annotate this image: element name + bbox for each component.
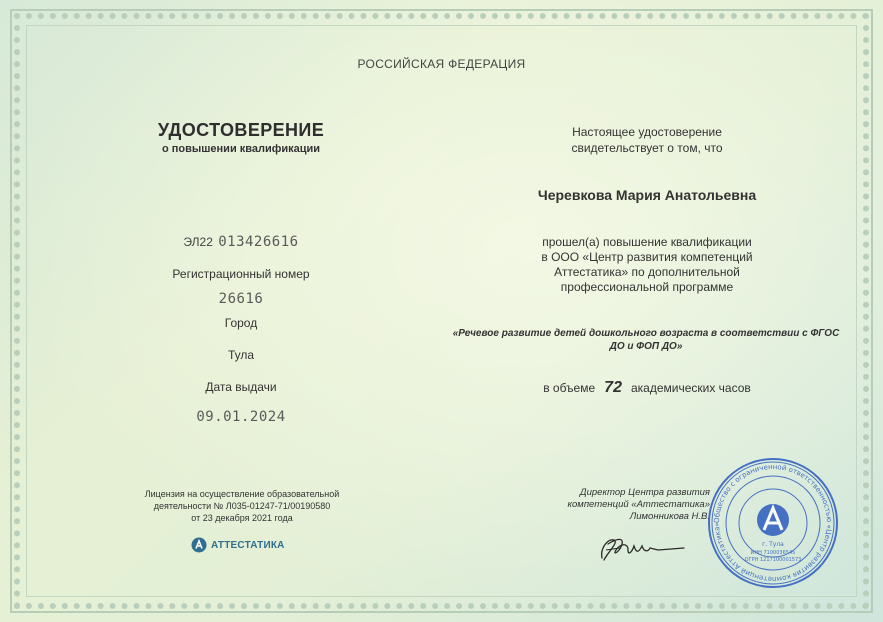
city-label: Город [224,316,258,330]
seal-outer-text: Общество с ограниченной ответственностью «Центр развития компетенций Аттестатика» [712,462,834,584]
program-line-1: «Речевое развитие детей дошкольного возраста в соответствии с ФГОС [452,328,840,339]
reg-number-label: Регистрационный номер [172,267,310,281]
license-info [92,488,392,524]
program-line-2: ДО и ФОП ДО» [609,341,683,352]
completion-line-4: профессиональной программе [560,280,734,294]
attestatika-logo-icon [191,537,207,553]
completion-text [492,235,802,295]
serial-number [100,234,382,250]
director-line-2: компетенций «Аттестатика» [567,499,710,510]
course-volume [492,379,802,397]
reg-number-value: 26616 [218,291,264,307]
seal-ogrn: ОГРН 1217100001573 [744,557,802,563]
intro-line-1: Настоящее удостоверение [572,125,722,139]
completion-line-1: прошел(а) повышение квалификации [542,235,752,249]
certificate-subtitle: о повышении квалификации [161,143,321,155]
director-info [560,487,710,523]
license-line-2: деятельности № Л035-01247-71/00190580 [153,501,331,511]
license-line-3: от 23 декабря 2021 года [191,513,293,523]
serial-prefix: ЭЛ22 [183,235,213,249]
seal-city: г. Тула [762,541,784,548]
program-title [440,327,852,353]
city-value: Тула [227,348,255,362]
hours-value: 72 [604,379,622,396]
completion-line-2: в ООО «Центр развития компетенций [541,250,753,264]
completion-line-3: Аттестатика» по дополнительной [554,265,740,279]
volume-suffix: академических часов [630,381,751,395]
logo-text: АТТЕСТАТИКА [211,539,285,551]
volume-prefix: в объеме [543,381,596,395]
director-line-1: Директор Центра развития [579,487,710,498]
intro-line-2: свидетельствует о том, что [571,141,723,155]
certificate-title: УДОСТОВЕРЕНИЕ [157,120,325,140]
intro-text [492,124,802,156]
attestatika-logo [191,536,285,554]
issue-date-label: Дата выдачи [205,380,277,394]
director-line-3: Лимонникова Н.В. [629,511,710,522]
official-seal [706,456,840,590]
license-line-1: Лицензия на осуществление образовательной [144,489,340,499]
recipient-name: Черевкова Мария Анатольевна [537,187,757,203]
serial-digits: 013426616 [218,234,299,250]
issue-date-value: 09.01.2024 [196,409,286,425]
seal-inn: ИНН 7100036545 [750,550,796,556]
director-signature [594,530,690,566]
country-header: РОССИЙСКАЯ ФЕДЕРАЦИЯ [357,57,526,71]
